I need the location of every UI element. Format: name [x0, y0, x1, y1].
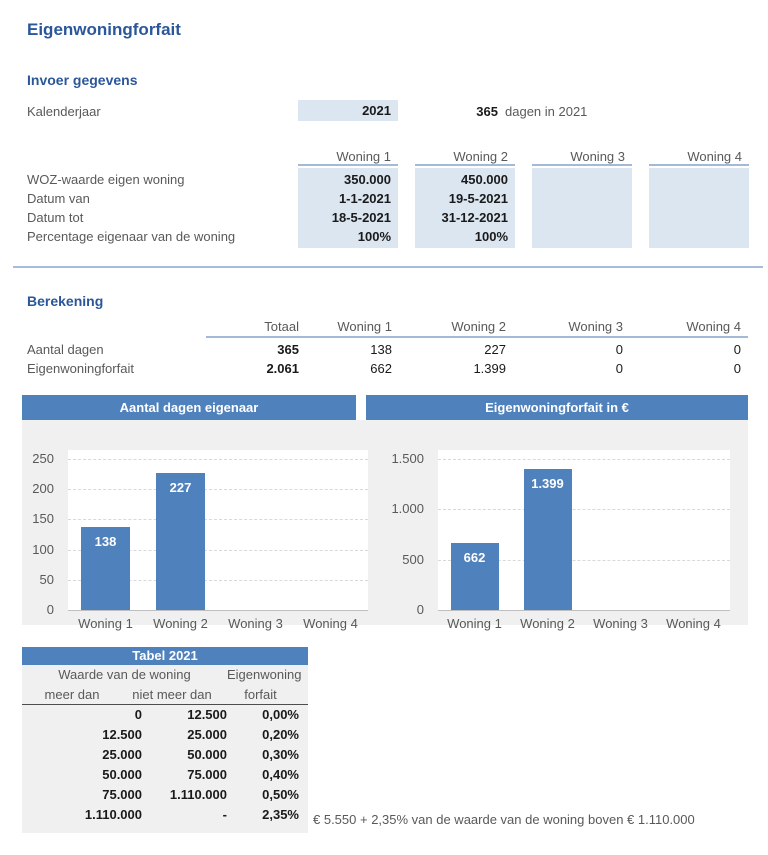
- tabel-cell: 0,30%: [262, 747, 299, 762]
- berekening-header-woning-1: Woning 1: [337, 319, 392, 334]
- tabel-row-1: [22, 705, 308, 725]
- tabel-group-header: Waarde van de woning: [58, 667, 191, 682]
- row-label-datum-tot: Datum tot: [27, 210, 84, 225]
- tabel-cell: -: [222, 807, 227, 822]
- tabel-body: [22, 665, 308, 833]
- tabel-cell: 75.000: [102, 787, 142, 802]
- y-axis-tick-label: 200: [32, 481, 54, 497]
- gridline: [68, 489, 368, 490]
- bar-value-label: 227: [169, 479, 192, 495]
- row-label-woz-waarde: WOZ-waarde eigen woning: [27, 172, 185, 187]
- aantal-dagen-woning-1: 138: [370, 342, 392, 357]
- gridline: [438, 459, 730, 460]
- berekening-header-totaal: Totaal: [264, 319, 299, 334]
- tabel-row-4: [22, 765, 308, 785]
- column-header-woning-4: Woning 4: [649, 148, 749, 166]
- berekening-header-woning-3: Woning 3: [568, 319, 623, 334]
- row-label-datum-van: Datum van: [27, 191, 90, 206]
- tabel-header-niet-meer-dan: niet meer dan: [132, 687, 212, 702]
- input-cell-datum-van-woning-3[interactable]: [532, 189, 632, 208]
- tabel-header-meer-dan: meer dan: [44, 687, 100, 702]
- input-cell-datum-van-woning-2[interactable]: 19-5-2021: [448, 191, 508, 206]
- y-axis-tick-label: 1.000: [391, 501, 424, 517]
- y-axis-tick-label: 50: [39, 571, 54, 587]
- chart-plot-aantal-dagen: [68, 450, 368, 611]
- x-axis-category-label: Woning 1: [78, 616, 133, 631]
- x-axis-category-label: Woning 2: [153, 616, 208, 631]
- berekening-row-label-aantal-dagen: Aantal dagen: [27, 342, 104, 357]
- tabel-cell: 25.000: [187, 727, 227, 742]
- tabel-header-eigenwoning: Eigenwoning: [227, 667, 302, 682]
- y-axis-tick-label: 250: [32, 451, 54, 466]
- input-cell-datum-tot-woning-1[interactable]: 18-5-2021: [331, 210, 391, 225]
- tabel-row-5: [22, 785, 308, 805]
- dagen-in-jaar-suffix: dagen in 2021: [505, 104, 588, 119]
- y-axis-tick-label: 1.500: [391, 451, 424, 466]
- chart-plot-eigenwoningforfait: [438, 450, 730, 611]
- eigenwoningforfait-totaal: 2.061: [266, 361, 299, 376]
- gridline: [68, 459, 368, 460]
- chart-title-aantal-dagen: Aantal dagen eigenaar: [22, 395, 356, 420]
- x-axis-category-label: Woning 4: [303, 616, 358, 631]
- bar-value-label: 138: [94, 533, 117, 549]
- tabel-row-6: [22, 805, 308, 825]
- page-title: Eigenwoningforfait: [27, 20, 181, 39]
- aantal-dagen-woning-2: 227: [484, 342, 506, 357]
- kalenderjaar-label: Kalenderjaar: [27, 104, 101, 119]
- tabel-cell: 50.000: [102, 767, 142, 782]
- eigenwoningforfait-woning-2: 1.399: [473, 361, 506, 376]
- bar-value-label: 1.399: [531, 476, 564, 492]
- input-cell-woz-woning-3[interactable]: [532, 170, 632, 189]
- tabel-title: Tabel 2021: [22, 647, 308, 665]
- input-cells-woning-1: [298, 168, 398, 248]
- eigenwoningforfait-woning-1: 662: [370, 361, 392, 376]
- input-cell-datum-van-woning-4[interactable]: [649, 189, 749, 208]
- tabel-cell: 1.110.000: [169, 787, 227, 802]
- berekening-header-woning-4: Woning 4: [686, 319, 741, 334]
- tabel-note: € 5.550 + 2,35% van de waarde van de woning boven € 1.110.000: [313, 812, 695, 827]
- eigenwoningforfait-woning-3: 0: [615, 361, 623, 376]
- x-axis-category-label: Woning 3: [593, 616, 648, 631]
- bar-value-label: 662: [463, 550, 486, 566]
- tabel-cell: 0,20%: [262, 727, 299, 742]
- input-cell-percentage-woning-3[interactable]: [532, 227, 632, 246]
- input-cell-datum-tot-woning-2[interactable]: 31-12-2021: [441, 210, 508, 225]
- input-cell-percentage-woning-4[interactable]: [649, 227, 749, 246]
- input-cell-datum-van-woning-1[interactable]: 1-1-2021: [338, 191, 391, 206]
- bar-woning-1: [81, 527, 130, 610]
- tabel-cell: 0,50%: [262, 787, 299, 802]
- y-axis-tick-label: 0: [46, 602, 54, 617]
- x-axis-category-label: Woning 1: [447, 616, 502, 631]
- tabel-cell: 0,40%: [262, 767, 299, 782]
- tabel-cell: 75.000: [187, 767, 227, 782]
- chart-title-eigenwoningforfait: Eigenwoningforfait in €: [366, 395, 748, 420]
- tabel-cell: 0: [134, 707, 142, 722]
- berekening-row-label-eigenwoningforfait: Eigenwoningforfait: [27, 361, 134, 376]
- tabel-cell: 2,35%: [262, 807, 299, 822]
- aantal-dagen-totaal: 365: [277, 342, 299, 357]
- tabel-cell: 12.500: [187, 707, 227, 722]
- input-cells-woning-4: [649, 168, 749, 248]
- berekening-header-underline: [206, 336, 748, 338]
- aantal-dagen-woning-3: 0: [615, 342, 623, 357]
- tabel-row-3: [22, 745, 308, 765]
- tabel-cell: 12.500: [102, 727, 142, 742]
- input-row-labels: [27, 170, 287, 246]
- invoer-heading: Invoer gegevens: [27, 72, 138, 88]
- y-axis-tick-label: 0: [416, 602, 424, 617]
- input-cell-percentage-woning-2[interactable]: 100%: [474, 229, 508, 244]
- bar-woning-2: [524, 469, 572, 610]
- y-axis-tick-label: 500: [402, 551, 424, 567]
- charts-panel: [22, 395, 748, 631]
- x-axis-category-label: Woning 3: [228, 616, 283, 631]
- tabel-2021: [22, 647, 308, 833]
- input-cells-woning-2: [415, 168, 515, 248]
- aantal-dagen-woning-4: 0: [733, 342, 741, 357]
- tabel-header-forfait: forfait: [244, 687, 277, 702]
- gridline: [68, 519, 368, 520]
- column-header-woning-1: Woning 1: [298, 148, 398, 166]
- x-axis-category-label: Woning 4: [666, 616, 721, 631]
- tabel-cell: 1.110.000: [84, 807, 142, 822]
- tabel-cell: 0,00%: [262, 707, 299, 722]
- column-header-woning-2: Woning 2: [415, 148, 515, 166]
- berekening-header-woning-2: Woning 2: [451, 319, 506, 334]
- tabel-cell: 50.000: [187, 747, 227, 762]
- tabel-row-2: [22, 725, 308, 745]
- tabel-cell: 25.000: [102, 747, 142, 762]
- input-cell-woz-woning-2[interactable]: 450.000: [461, 172, 508, 187]
- row-label-percentage-eigenaar: Percentage eigenaar van de woning: [27, 229, 236, 244]
- kalenderjaar-input-cell[interactable]: 2021: [298, 100, 398, 121]
- input-cell-woz-woning-4[interactable]: [649, 170, 749, 189]
- gridline: [438, 509, 730, 510]
- input-cell-woz-woning-1[interactable]: 350.000: [344, 172, 391, 187]
- berekening-heading: Berekening: [27, 293, 104, 309]
- y-axis-tick-label: 150: [32, 511, 54, 527]
- bar-woning-1: [451, 543, 499, 610]
- y-axis-tick-label: 100: [32, 541, 54, 557]
- input-cells-woning-3: [532, 168, 632, 248]
- section-divider: [13, 266, 763, 268]
- input-cell-percentage-woning-1[interactable]: 100%: [357, 229, 391, 244]
- bar-woning-2: [156, 473, 205, 610]
- input-cell-datum-tot-woning-3[interactable]: [532, 208, 632, 227]
- column-header-woning-3: Woning 3: [532, 148, 632, 166]
- x-axis-category-label: Woning 2: [520, 616, 575, 631]
- input-cell-datum-tot-woning-4[interactable]: [649, 208, 749, 227]
- eigenwoningforfait-woning-4: 0: [733, 361, 741, 376]
- dagen-in-jaar-value: 365: [476, 104, 498, 119]
